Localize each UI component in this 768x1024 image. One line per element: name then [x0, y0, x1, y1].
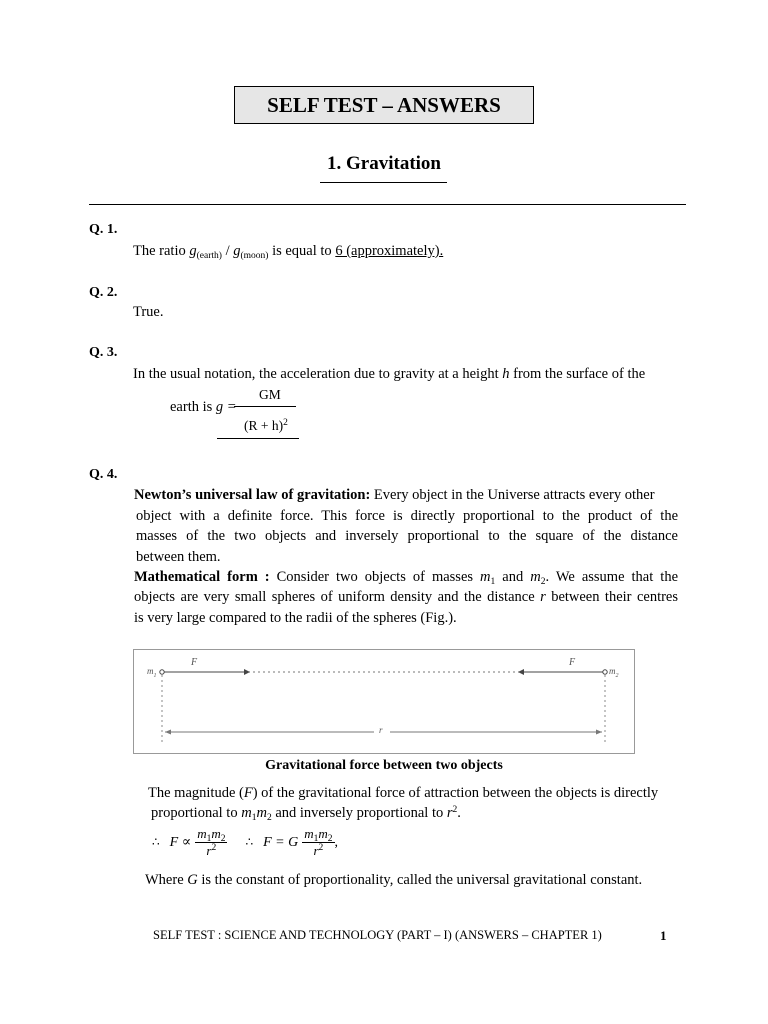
- q4-m1-sub: 1: [490, 577, 496, 587]
- q2-answer: True.: [133, 304, 164, 320]
- q4-mag-r: r: [446, 805, 453, 821]
- page-number: 1: [660, 928, 667, 943]
- figure-m1-letter: m: [147, 666, 154, 676]
- q4-f2-r: r: [313, 843, 319, 858]
- q4-formula-comma: ,: [334, 834, 339, 850]
- q4-m2: m: [530, 569, 541, 585]
- q4-mag-r-power: 2: [452, 805, 458, 815]
- figure-diagram: [134, 650, 634, 753]
- q3-power: 2: [283, 418, 288, 428]
- q4-f2-m2: m: [318, 826, 328, 841]
- q4-math-line2-a: objects are very small spheres of uniform density and the distance: [134, 589, 541, 605]
- figure-force-left-label: F: [191, 657, 198, 668]
- q4-where-b: is the constant of proportionality, called the universal gravitational constant.: [197, 872, 643, 888]
- q4-formula2-fraction: [302, 826, 334, 859]
- q4-f2-m1: m: [304, 826, 314, 841]
- q3-line1: [133, 364, 645, 385]
- q2-label: Q. 2.: [89, 285, 118, 300]
- figure-r-label: r: [379, 725, 383, 735]
- q4-law-line1: [134, 485, 678, 506]
- figure-m1-label: [147, 666, 157, 679]
- q1-text-mid: is equal to: [268, 243, 336, 259]
- q4-formula1-fraction: [195, 826, 227, 859]
- q4-math-line3: is very large compared to the radii of the spheres (Fig.).: [134, 610, 457, 626]
- q4-math-line1-b: . We assume that the: [545, 569, 679, 585]
- q3-fraction-bar: [234, 406, 296, 407]
- q3-label: Q. 3.: [89, 345, 118, 360]
- q4-math-line2-b: between their centres: [545, 589, 678, 605]
- q1-sub-moon: (moon): [240, 251, 269, 261]
- q4-formula2-F: F: [263, 834, 272, 850]
- q4-law-line3: masses of the two objects and inversely proportional to the square of the distance: [136, 528, 678, 544]
- q4-mag-line2-a: proportional to: [151, 805, 242, 821]
- q4-G: G: [187, 872, 198, 888]
- q4-mag-m2: m: [256, 805, 267, 821]
- q4-formula1-F: F: [169, 835, 179, 850]
- figure-mass-left: [160, 670, 164, 674]
- q3-earth-is: [170, 397, 237, 418]
- q4-math-line1-a: Consider two objects of masses: [269, 569, 481, 585]
- q1-label: Q. 1.: [89, 222, 118, 237]
- page-title-box: [234, 86, 534, 124]
- q3-h: h: [502, 366, 510, 382]
- q4-and: and: [495, 569, 531, 585]
- q4-mag-period: .: [457, 805, 461, 821]
- figure-force-arrowhead-left: [244, 669, 250, 675]
- chapter-underline: [320, 182, 447, 183]
- q4-f2-m2-sub: 2: [327, 834, 333, 844]
- q4-mag-m1: m: [241, 805, 252, 821]
- q4-f1-r-power: 2: [211, 843, 217, 853]
- figure-m2-sub: 2: [615, 673, 619, 679]
- q4-mag-m2-sub: 2: [266, 813, 272, 823]
- q4-math-line1: [134, 567, 678, 588]
- q4-f1-m1: m: [197, 826, 207, 841]
- q4-mag-line2-b: and inversely proportional to: [271, 805, 447, 821]
- q4-law-line4: between them.: [136, 549, 221, 565]
- q1-g-moon: g: [233, 243, 241, 259]
- horizontal-rule: [89, 204, 686, 205]
- q4-mag-line1-a: The magnitude (: [148, 785, 244, 801]
- q4-m2-sub: 2: [540, 577, 546, 587]
- q1-answer: [133, 241, 443, 262]
- figure-m2-label: [609, 666, 619, 679]
- q4-therefore-2: ∴: [245, 835, 254, 849]
- q4-mag-line1-b: ) of the gravitational force of attraction between the objects is directly: [252, 785, 659, 801]
- q4-mag-line2: [151, 803, 461, 824]
- q4-m1: m: [480, 569, 491, 585]
- q3-earth-is-text: earth is: [170, 399, 216, 415]
- figure-distance-arrowhead-left: [165, 730, 171, 735]
- gravitation-figure: [133, 649, 635, 754]
- q4-math-title: Mathematical form :: [134, 569, 270, 585]
- figure-caption: Gravitational force between two objects: [265, 758, 503, 773]
- q3-underline: [217, 438, 299, 439]
- q4-f1-m2: m: [211, 826, 221, 841]
- q3-g-equals: g =: [215, 399, 237, 415]
- figure-mass-right: [603, 670, 607, 674]
- q1-answer-value: 6 (approximately).: [335, 243, 444, 259]
- q1-g-earth: g: [189, 243, 197, 259]
- q4-f2-m1-sub: 1: [313, 834, 319, 844]
- q3-denominator-text: (R + h): [244, 418, 284, 433]
- q3-line-prefix: In the usual notation, the acceleration due to gravity at a height: [133, 366, 503, 382]
- figure-distance-arrowhead-right: [596, 730, 602, 735]
- q4-where-a: Where: [145, 872, 188, 888]
- q4-label: Q. 4.: [89, 467, 118, 482]
- q4-f1-m1-sub: 1: [206, 834, 212, 844]
- figure-force-arrowhead-right: [518, 669, 524, 675]
- page-footer: SELF TEST : SCIENCE AND TECHNOLOGY (PART – I) (ANSWERS – CHAPTER 1): [153, 928, 602, 942]
- q4-mag-line1: [148, 783, 658, 804]
- q3-denominator: [244, 416, 288, 437]
- q4-r: r: [540, 589, 546, 605]
- q1-sub-earth: (earth): [196, 251, 222, 261]
- q4-law-line2: object with a definite force. This force is directly proportional to the product of the: [136, 508, 678, 524]
- figure-m1-sub: 1: [153, 673, 157, 679]
- q4-f1-r: r: [206, 843, 212, 858]
- q4-formulas: [152, 826, 338, 859]
- q3-numerator: GM: [259, 387, 281, 402]
- q1-text-prefix: The ratio: [133, 243, 190, 259]
- q1-slash: /: [221, 243, 234, 259]
- figure-force-right-label: F: [569, 657, 576, 668]
- q4-math-line2: [134, 587, 678, 608]
- q4-where-line: [145, 870, 642, 891]
- q4-f1-m2-sub: 2: [220, 834, 226, 844]
- q4-propto: ∝: [181, 835, 192, 850]
- q4-equals-G: = G: [271, 834, 299, 850]
- q4-f2-r-power: 2: [318, 843, 324, 853]
- q4-law-line1-text: Every object in the Universe attracts every other: [370, 487, 655, 503]
- q3-line-suffix: from the surface of the: [509, 366, 646, 382]
- q4-law-title: Newton’s universal law of gravitation:: [134, 487, 371, 503]
- chapter-heading: 1. Gravitation: [327, 153, 441, 174]
- figure-m2-letter: m: [609, 666, 616, 676]
- page-title: SELF TEST – ANSWERS: [267, 92, 501, 117]
- q4-F: F: [243, 785, 253, 801]
- q4-mag-m1-sub: 1: [251, 813, 257, 823]
- q4-therefore-1: ∴: [152, 835, 160, 849]
